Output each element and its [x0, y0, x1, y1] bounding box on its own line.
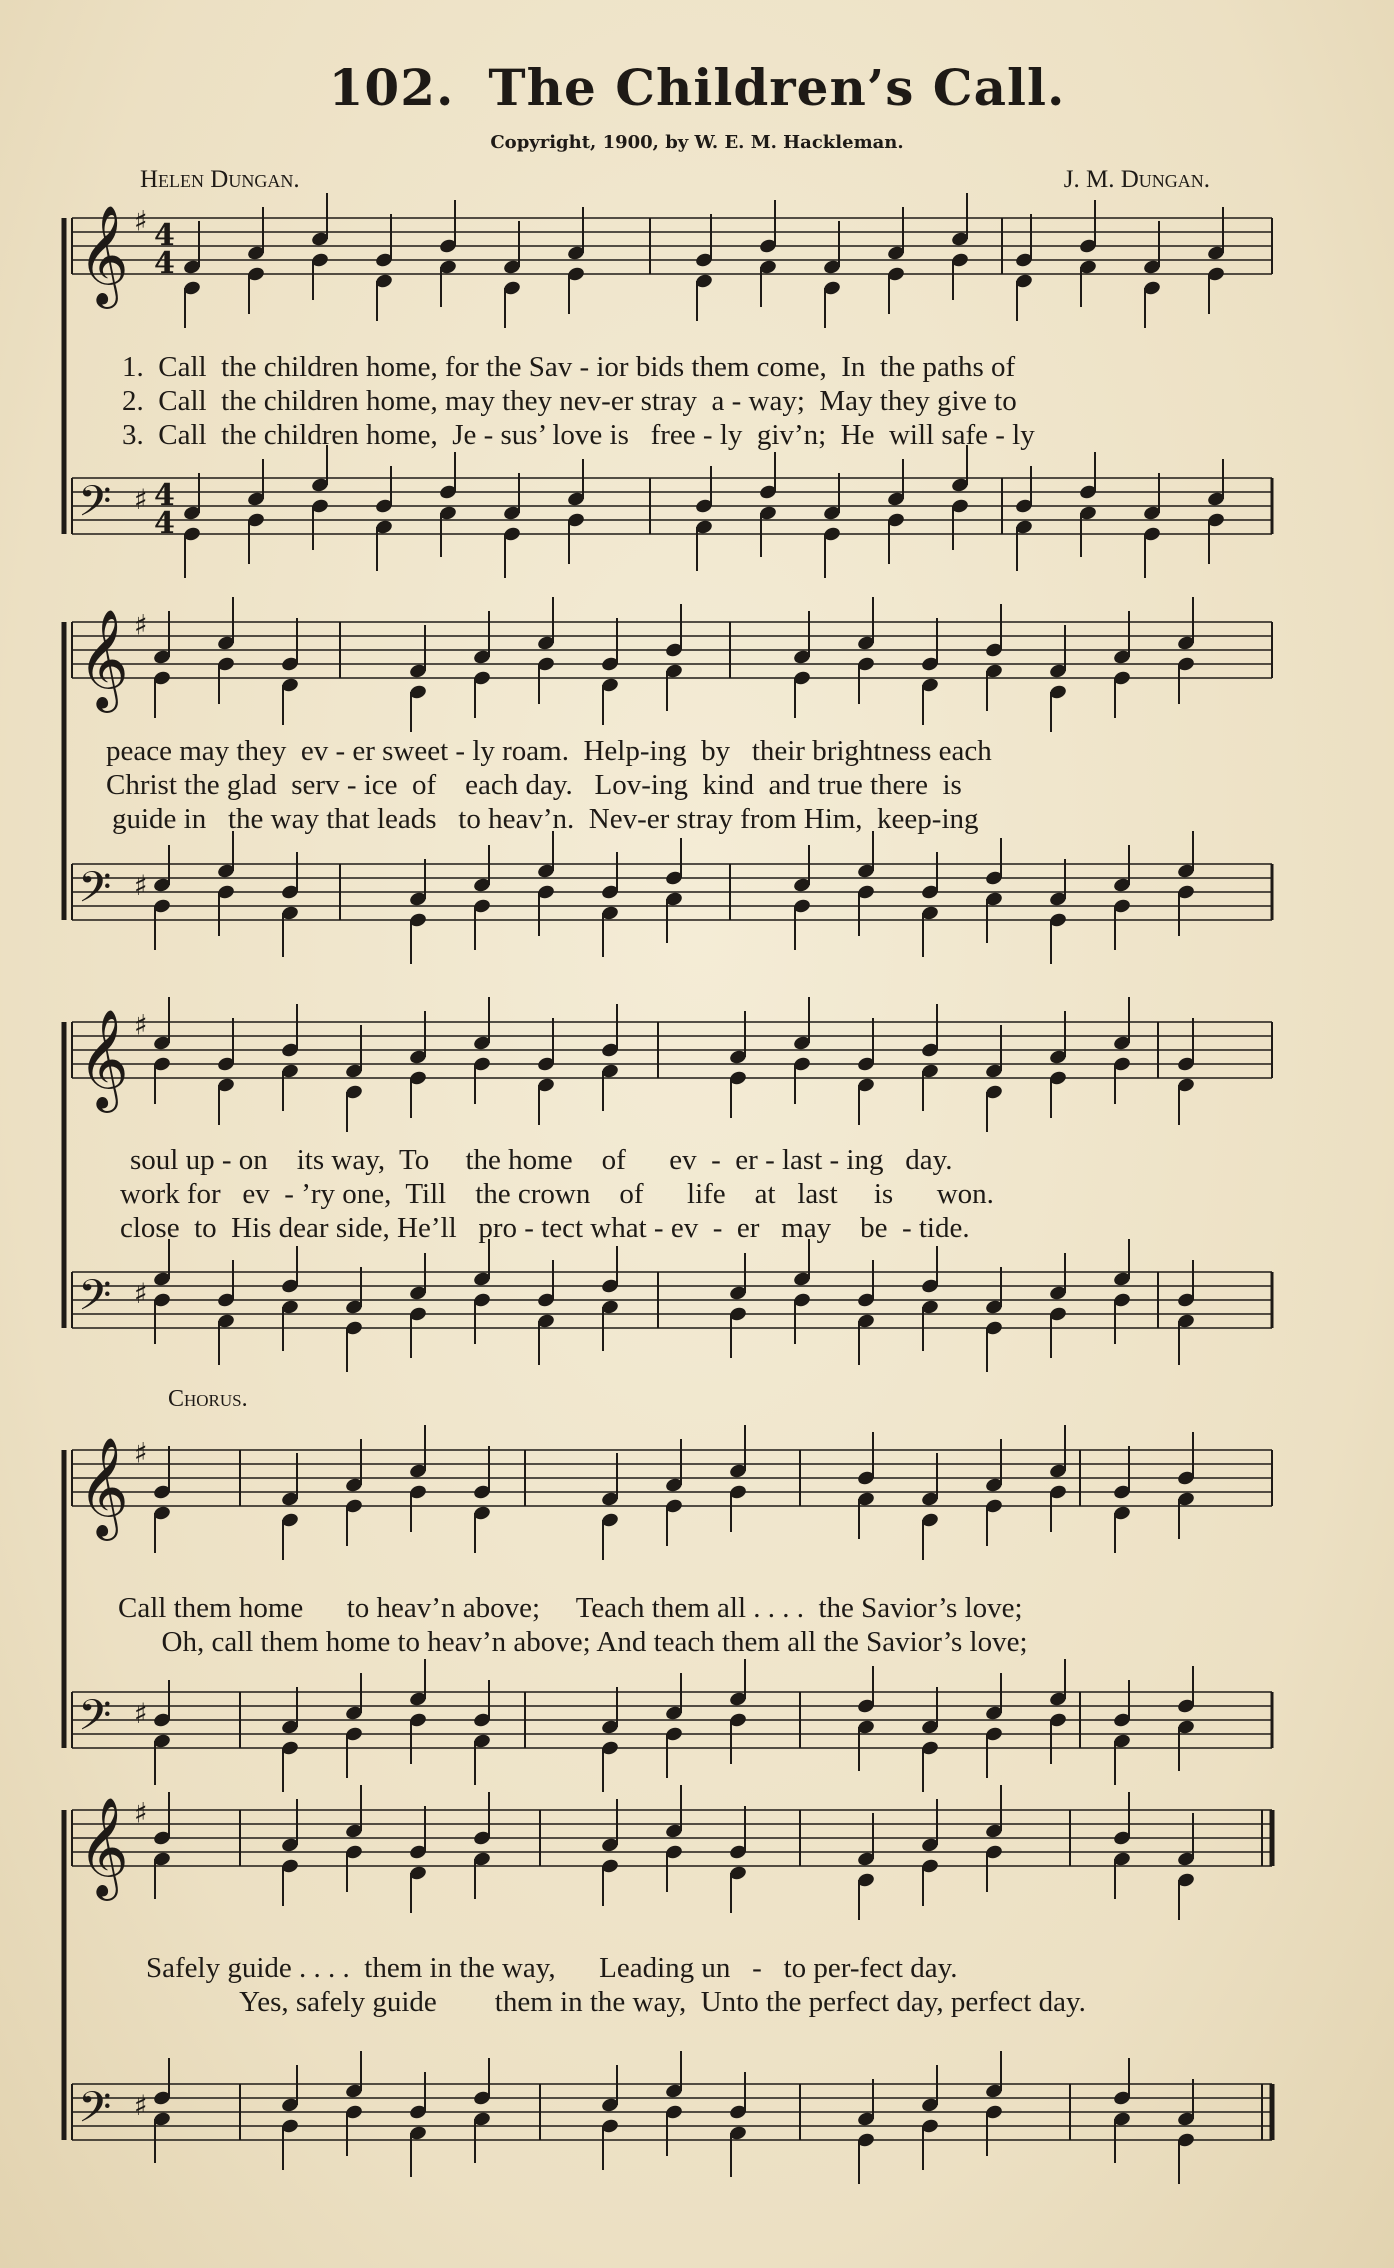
key-signature-sharp: ♯: [134, 204, 148, 238]
time-signature: 4: [154, 478, 175, 513]
bass-clef: 𝄢: [78, 863, 112, 923]
lyric-line: 2. Call the children home, may they nev-er stray a - way; May they give to: [122, 385, 1017, 417]
treble-clef: 𝄞: [78, 1437, 129, 1537]
lyric-line: close to His dear side, He’ll pro - tect what - ev - er may be - tide.: [120, 1212, 970, 1244]
key-signature-sharp: ♯: [134, 482, 148, 516]
key-signature-sharp: ♯: [134, 2088, 148, 2122]
treble-clef: 𝄞: [78, 205, 129, 305]
bass-clef: 𝄢: [78, 477, 112, 537]
treble-clef: 𝄞: [78, 609, 129, 709]
key-signature-sharp: ♯: [134, 1008, 148, 1042]
time-signature: 4: [154, 506, 175, 541]
hymn-number: 102.: [328, 58, 455, 117]
lyric-line: Call them home to heav’n above; Teach them all . . . . the Savior’s love;: [118, 1592, 1023, 1624]
lyric-line: guide in the way that leads to heav’n. Nev-er stray from Him, keep-ing: [112, 803, 979, 835]
key-signature-sharp: ♯: [134, 868, 148, 902]
lyric-line: Safely guide . . . . them in the way, Leading un - to per-fect day.: [146, 1952, 958, 1984]
treble-clef: 𝄞: [78, 1797, 129, 1897]
key-signature-sharp: ♯: [134, 1276, 148, 1310]
key-signature-sharp: ♯: [134, 1796, 148, 1830]
bass-clef: 𝄢: [78, 2083, 112, 2143]
composer-credit: J. M. Dungan.: [1063, 166, 1210, 193]
lyric-line: Oh, call them home to heav’n above; And teach them all the Savior’s love;: [118, 1626, 1028, 1658]
treble-clef: 𝄞: [78, 1009, 129, 1109]
time-signature: 4: [154, 218, 175, 253]
key-signature-sharp: ♯: [134, 608, 148, 642]
lyric-line: 1. Call the children home, for the Sav - ior bids them come, In the paths of: [122, 351, 1016, 383]
bass-clef: 𝄢: [78, 1691, 112, 1751]
bass-clef: 𝄢: [78, 1271, 112, 1331]
lyric-line: peace may they ev - er sweet - ly roam. Help-ing by their brightness each: [106, 735, 992, 767]
key-signature-sharp: ♯: [134, 1436, 148, 1470]
lyric-line: 3. Call the children home, Je - sus’ love is free - ly giv’n; He will safe - ly: [122, 419, 1035, 451]
chorus-label: Chorus.: [168, 1386, 248, 1412]
key-signature-sharp: ♯: [134, 1696, 148, 1730]
lyric-line: Yes, safely guide them in the way, Unto the perfect day, perfect day.: [146, 1986, 1086, 2018]
copyright-notice: Copyright, 1900, by W. E. M. Hackleman.: [490, 132, 904, 153]
lyricist-credit: Helen Dungan.: [140, 166, 300, 193]
lyric-line: soul up - on its way, To the home of ev - er - last - ing day.: [130, 1144, 953, 1176]
lyric-line: Christ the glad serv - ice of each day. Lov-ing kind and true there is: [106, 769, 962, 801]
time-signature: 4: [154, 246, 175, 281]
lyric-line: work for ev - ’ry one, Till the crown of life at last is won.: [120, 1178, 994, 1210]
hymn-name: The Children’s Call.: [488, 58, 1066, 117]
